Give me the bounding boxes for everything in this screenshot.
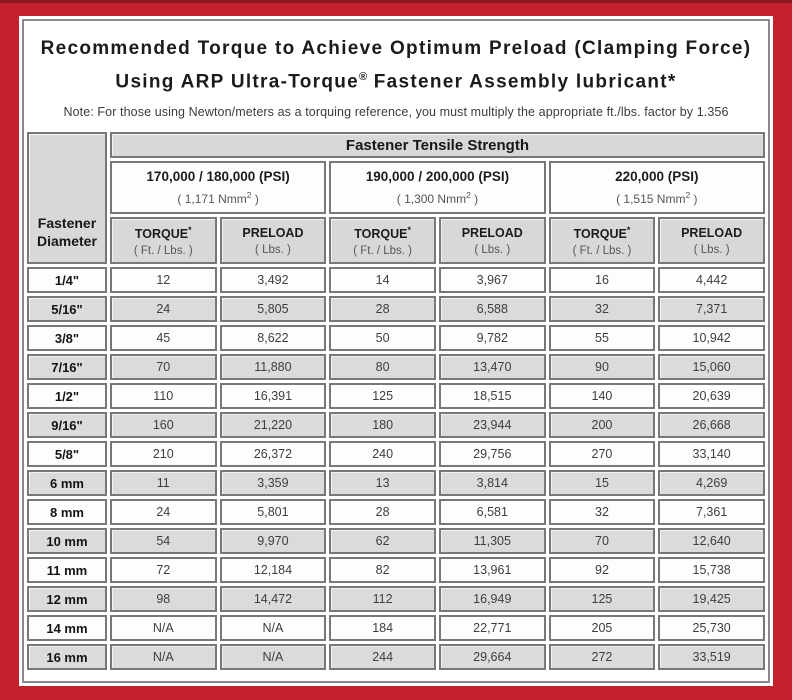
value-cell: 21,220 bbox=[220, 412, 327, 438]
value-cell: N/A bbox=[110, 615, 217, 641]
value-cell: 240 bbox=[329, 441, 436, 467]
psi-group-1-header: 170,000 / 180,000 (PSI) ( 1,171 Nmm$^2$ ) bbox=[110, 161, 326, 214]
value-cell: 200 bbox=[549, 412, 656, 438]
value-cell: 11 bbox=[110, 470, 217, 496]
value-cell: 24 bbox=[110, 499, 217, 525]
diameter-cell: 6 mm bbox=[27, 470, 107, 496]
white-gap bbox=[19, 16, 773, 686]
table-row bbox=[27, 586, 765, 612]
value-cell: 29,664 bbox=[439, 644, 546, 670]
diameter-cell: 11 mm bbox=[27, 557, 107, 583]
value-cell: 32 bbox=[549, 296, 656, 322]
torque-table bbox=[24, 129, 768, 673]
table-row bbox=[27, 557, 765, 583]
value-cell: 50 bbox=[329, 325, 436, 351]
value-cell: 70 bbox=[549, 528, 656, 554]
value-cell: 14,472 bbox=[220, 586, 327, 612]
value-cell: 5,801 bbox=[220, 499, 327, 525]
table-row bbox=[27, 267, 765, 293]
diameter-cell: 12 mm bbox=[27, 586, 107, 612]
value-cell: N/A bbox=[220, 644, 327, 670]
diameter-cell: 1/2" bbox=[27, 383, 107, 409]
diameter-cell: 9/16" bbox=[27, 412, 107, 438]
fastener-diameter-header: Fastener Diameter bbox=[27, 132, 107, 264]
preload-column-header: PRELOAD ( Lbs. ) bbox=[658, 217, 765, 264]
value-cell: 13 bbox=[329, 470, 436, 496]
table-row bbox=[27, 615, 765, 641]
value-cell: 125 bbox=[329, 383, 436, 409]
value-cell: 110 bbox=[110, 383, 217, 409]
tensile-strength-header: Fastener Tensile Strength bbox=[110, 132, 765, 158]
psi-group-3-header: 220,000 (PSI) ( 1,515 Nmm$^2$ ) bbox=[549, 161, 765, 214]
page-title bbox=[24, 34, 768, 96]
value-cell: 272 bbox=[549, 644, 656, 670]
value-cell: 20,639 bbox=[658, 383, 765, 409]
tensile-header-row bbox=[27, 132, 765, 158]
value-cell: 32 bbox=[549, 499, 656, 525]
registered-trademark-symbol: ® bbox=[359, 71, 368, 83]
psi-group-2-header: 190,000 / 200,000 (PSI) ( 1,300 Nmm$^2$ ) bbox=[329, 161, 545, 214]
value-cell: 9,782 bbox=[439, 325, 546, 351]
value-cell: N/A bbox=[220, 615, 327, 641]
value-cell: 33,140 bbox=[658, 441, 765, 467]
value-cell: 270 bbox=[549, 441, 656, 467]
value-cell: 80 bbox=[329, 354, 436, 380]
diameter-cell: 14 mm bbox=[27, 615, 107, 641]
value-cell: 210 bbox=[110, 441, 217, 467]
value-cell: 72 bbox=[110, 557, 217, 583]
preload-column-header: PRELOAD ( Lbs. ) bbox=[439, 217, 546, 264]
value-cell: 19,425 bbox=[658, 586, 765, 612]
value-cell: 90 bbox=[549, 354, 656, 380]
value-cell: 45 bbox=[110, 325, 217, 351]
value-cell: 92 bbox=[549, 557, 656, 583]
value-cell: 4,269 bbox=[658, 470, 765, 496]
value-cell: 82 bbox=[329, 557, 436, 583]
value-cell: 23,944 bbox=[439, 412, 546, 438]
value-cell: 12,184 bbox=[220, 557, 327, 583]
value-cell: 10,942 bbox=[658, 325, 765, 351]
value-cell: 16,391 bbox=[220, 383, 327, 409]
value-cell: 33,519 bbox=[658, 644, 765, 670]
table-body bbox=[27, 267, 765, 670]
diameter-cell: 10 mm bbox=[27, 528, 107, 554]
value-cell: 9,970 bbox=[220, 528, 327, 554]
title-line-2: Using ARP Ultra-Torque® Fastener Assembly lubricant* bbox=[115, 71, 677, 93]
value-cell: 25,730 bbox=[658, 615, 765, 641]
value-cell: 13,961 bbox=[439, 557, 546, 583]
value-cell: 98 bbox=[110, 586, 217, 612]
title-line-1: Recommended Torque to Achieve Optimum Preload (Clamping Force) bbox=[40, 38, 752, 59]
value-cell: 184 bbox=[329, 615, 436, 641]
psi-header-row bbox=[27, 161, 765, 214]
table-row bbox=[27, 441, 765, 467]
diameter-cell: 3/8" bbox=[27, 325, 107, 351]
table-row bbox=[27, 528, 765, 554]
unit-header-row bbox=[27, 217, 765, 264]
value-cell: 6,588 bbox=[439, 296, 546, 322]
value-cell: 7,361 bbox=[658, 499, 765, 525]
value-cell: 16 bbox=[549, 267, 656, 293]
table-row bbox=[27, 354, 765, 380]
value-cell: 244 bbox=[329, 644, 436, 670]
torque-column-header: TORQUE* ( Ft. / Lbs. ) bbox=[329, 217, 436, 264]
value-cell: 3,967 bbox=[439, 267, 546, 293]
table-row bbox=[27, 325, 765, 351]
table-row bbox=[27, 470, 765, 496]
table-row bbox=[27, 383, 765, 409]
value-cell: 26,372 bbox=[220, 441, 327, 467]
value-cell: 6,581 bbox=[439, 499, 546, 525]
value-cell: 15 bbox=[549, 470, 656, 496]
value-cell: 11,305 bbox=[439, 528, 546, 554]
conversion-note: Note: For those using Newton/meters as a torquing reference, you must multiply the appropriate ft./lbs. factor by 1.356 bbox=[63, 105, 729, 120]
diameter-cell: 1/4" bbox=[27, 267, 107, 293]
preload-column-header: PRELOAD ( Lbs. ) bbox=[220, 217, 327, 264]
value-cell: 16,949 bbox=[439, 586, 546, 612]
diameter-cell: 5/16" bbox=[27, 296, 107, 322]
value-cell: 160 bbox=[110, 412, 217, 438]
value-cell: 13,470 bbox=[439, 354, 546, 380]
value-cell: 7,371 bbox=[658, 296, 765, 322]
value-cell: 112 bbox=[329, 586, 436, 612]
value-cell: 5,805 bbox=[220, 296, 327, 322]
torque-column-header: TORQUE* ( Ft. / Lbs. ) bbox=[549, 217, 656, 264]
value-cell: 8,622 bbox=[220, 325, 327, 351]
value-cell: 3,492 bbox=[220, 267, 327, 293]
value-cell: 18,515 bbox=[439, 383, 546, 409]
diameter-cell: 7/16" bbox=[27, 354, 107, 380]
value-cell: 14 bbox=[329, 267, 436, 293]
table-row bbox=[27, 499, 765, 525]
table-row bbox=[27, 412, 765, 438]
diameter-cell: 8 mm bbox=[27, 499, 107, 525]
value-cell: 4,442 bbox=[658, 267, 765, 293]
value-cell: 205 bbox=[549, 615, 656, 641]
value-cell: 15,738 bbox=[658, 557, 765, 583]
value-cell: 15,060 bbox=[658, 354, 765, 380]
value-cell: 12,640 bbox=[658, 528, 765, 554]
value-cell: 125 bbox=[549, 586, 656, 612]
torque-column-header: TORQUE* ( Ft. / Lbs. ) bbox=[110, 217, 217, 264]
value-cell: 3,359 bbox=[220, 470, 327, 496]
value-cell: 22,771 bbox=[439, 615, 546, 641]
value-cell: 28 bbox=[329, 296, 436, 322]
value-cell: 140 bbox=[549, 383, 656, 409]
value-cell: 26,668 bbox=[658, 412, 765, 438]
diameter-cell: 16 mm bbox=[27, 644, 107, 670]
value-cell: N/A bbox=[110, 644, 217, 670]
table-row bbox=[27, 644, 765, 670]
content-area bbox=[22, 19, 770, 683]
diameter-cell: 5/8" bbox=[27, 441, 107, 467]
value-cell: 54 bbox=[110, 528, 217, 554]
value-cell: 29,756 bbox=[439, 441, 546, 467]
table-row bbox=[27, 296, 765, 322]
value-cell: 24 bbox=[110, 296, 217, 322]
value-cell: 3,814 bbox=[439, 470, 546, 496]
value-cell: 12 bbox=[110, 267, 217, 293]
value-cell: 180 bbox=[329, 412, 436, 438]
value-cell: 55 bbox=[549, 325, 656, 351]
value-cell: 62 bbox=[329, 528, 436, 554]
value-cell: 70 bbox=[110, 354, 217, 380]
value-cell: 28 bbox=[329, 499, 436, 525]
value-cell: 11,880 bbox=[220, 354, 327, 380]
